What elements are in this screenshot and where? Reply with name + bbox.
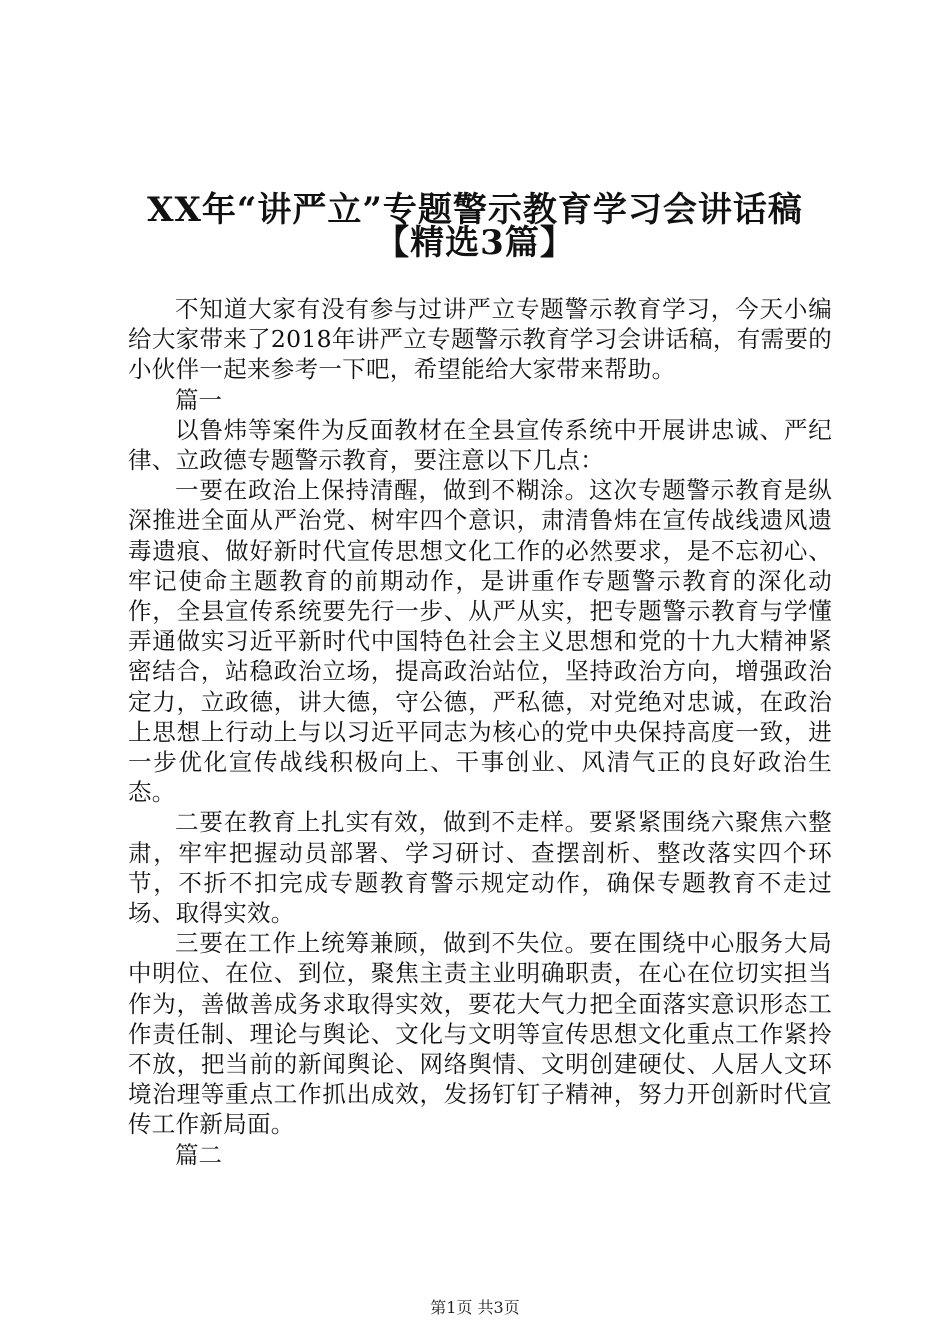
intro-paragraph: 不知道大家有没有参与过讲严立专题警示教育学习，今天小编给大家带来了2018年讲严立专题警示教育学习会讲话稿，有需要的小伙伴一起来参考一下吧，希望能给大家带来帮助。 — [128, 295, 832, 384]
body-paragraph: 二要在教育上扎实有效，做到不走样。要紧紧围绕六聚焦六整肃，牢牢把握动员部署、学习研讨、查摆剖析、整改落实四个环节，不折不扣完成专题教育警示规定动作，确保专题教育不走过场、取得实效。 — [128, 808, 832, 928]
section-label-1: 篇一 — [175, 385, 222, 414]
body-paragraph: 以鲁炜等案件为反面教材在全县宣传系统中开展讲忠诚、严纪律、立政德专题警示教育，要注意以下几点： — [128, 415, 832, 475]
section-label-2: 篇二 — [175, 1140, 222, 1169]
body-paragraph: 三要在工作上统筹兼顾，做到不失位。要在围绕中心服务大局中明位、在位、到位，聚焦主责主业明确职责，在心在位切实担当作为，善做善成务求取得实效，要花大气力把全面落实意识形态工作责任制、理论与舆论、文化与文明等宣传思想文化重点工作紧拎不放，把当前的新闻舆论、网络舆情、文明创建硬仗、人居人文环境治理等重点工作抓出成效，发扬钉钉子精神，努力开创新时代宣传工作新局面。 — [128, 929, 832, 1139]
document-subtitle: 【精选3篇】 — [375, 223, 575, 263]
body-paragraph: 一要在政治上保持清醒，做到不糊涂。这次专题警示教育是纵深推进全面从严治党、树牢四个意识，肃清鲁炜在宣传战线遗风遗毒遗痕、做好新时代宣传思想文化工作的必然要求，是不忘初心、牢记使命主题教育的前期动作，是讲重作专题警示教育的深化动作，全县宣传系统要先行一步、从严从实，把专题警示教育与学懂弄通做实习近平新时代中国特色社会主义思想和党的十九大精神紧密结合，站稳政治立场，提高政治站位，坚持政治方向，增强政治定力，立政德，讲大德，守公德，严私德，对党绝对忠诚，在政治上思想上行动上与以习近平同志为核心的党中央保持高度一致，进一步优化宣传战线积极向上、干事创业、风清气正的良好政治生态。 — [128, 476, 832, 807]
document-body — [128, 294, 832, 1170]
document-title: XX年“讲严立”专题警示教育学习会讲话稿 — [147, 190, 803, 230]
page-footer: 第1页 共3页 — [430, 1298, 520, 1317]
